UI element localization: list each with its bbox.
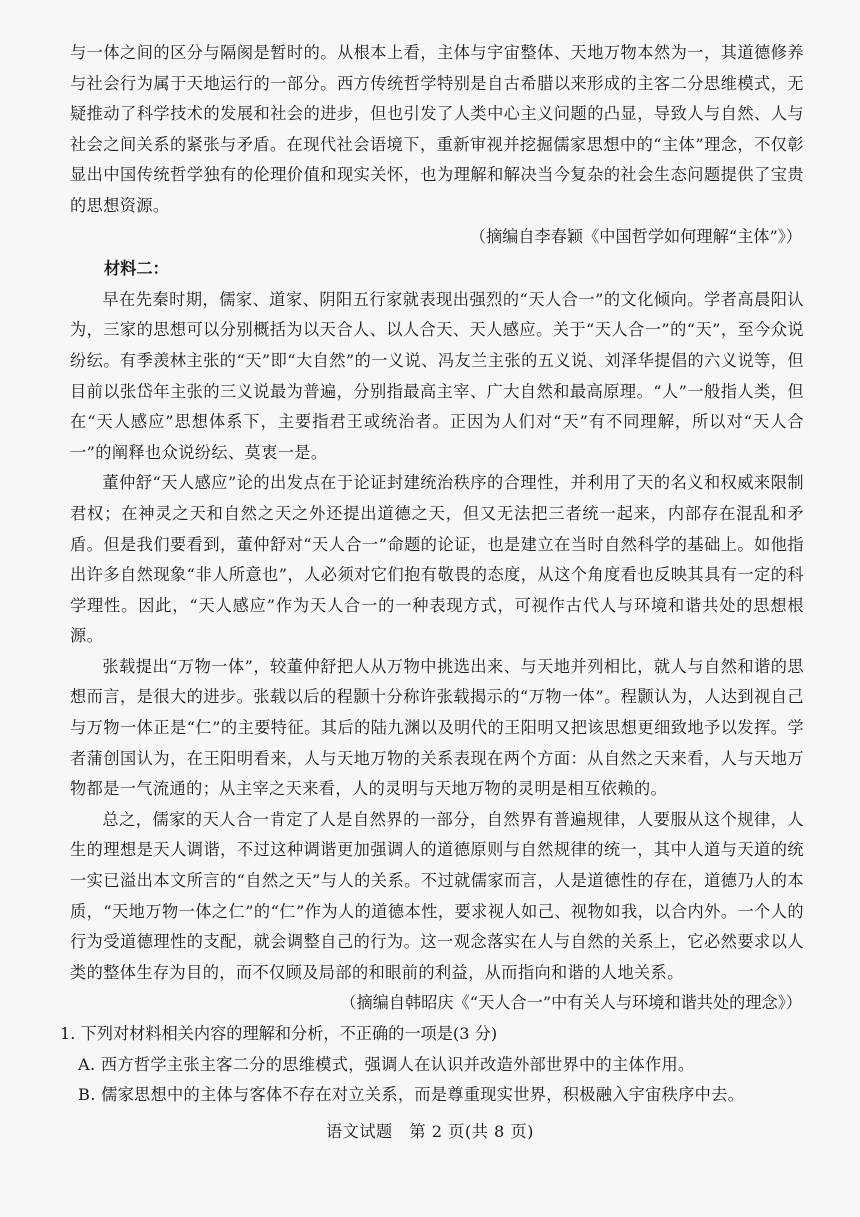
question-1-option-b: B. 儒家思想中的主体与客体不存在对立关系，而是尊重现实世界，积极融入宇宙秩序中去。 <box>78 1085 745 1105</box>
material2-heading: 材料二： <box>104 259 169 279</box>
material2-paragraph-4: 总之，儒家的天人合一肯定了人是自然界的一部分，自然界有普遍规律，人要服从这个规律，人生的理想是天人调谐，不过这种调谐更加强调人的道德原则与自然规律的统一，其中人道与天道的统一实已溢出本文所言的“自然之天”与人的关系。不过就儒家而言，人是道德性的存在，道德乃人的本质，“天地万物一体之仁”的“仁”作为人的道德本性，要求视人如己、视物如我，以合内外。一个人的行为受道德理性的支配，就会调整自己的行为。这一观念落实在人与自然的关系上，它必然要求以人类的整体生存为目的，而不仅顾及局部的和眼前的利益，从而指向和谐的人地关系。 <box>70 809 804 982</box>
material2-paragraph-3: 张载提出“万物一体”，较董仲舒把人从万物中挑选出来、与天地并列相比，就人与自然和谐的思想而言，是很大的进步。张载以后的程颢十分称许张载揭示的“万物一体”。程颢认为，人达到视自己与万物一体正是“仁”的主要特征。其后的陆九渊以及明代的王阳明又把该思想更细致地予以发挥。学者蒲创国认为，在王阳明看来，人与天地万物的关系表现在两个方面：从自然之天来看，人与天地万物都是一气流通的；从主宰之天来看，人的灵明与天地万物的灵明是相互依赖的。 <box>70 656 804 799</box>
material2-paragraph-2: 董仲舒“天人感应”论的出发点在于论证封建统治秩序的合理性，并利用了天的名义和权威来限制君权；在神灵之天和自然之天之外还提出道德之天，但又无法把三者统一起来，内部存在混乱和矛盾。但是我们要看到，董仲舒对“天人合一”命题的论证，也是建立在当时自然科学的基础上。如他指出许多自然现象“非人所意也”，人必须对它们抱有敬畏的态度，从这个角度看也反映其具有一定的科学理性。因此，“天人感应”作为天人合一的一种表现方式，可视作古代人与环境和谐共处的思想根源。 <box>70 473 804 646</box>
page-footer: 语文试题 第 2 页(共 8 页) <box>326 1122 534 1141</box>
question-1-option-a: A. 西方哲学主张主客二分的思维模式，强调人在认识并改造外部世界中的主体作用。 <box>78 1054 695 1074</box>
material2-source: （摘编自韩昭庆《“天人合一”中有关人与环境和谐共处的理念》） <box>340 993 802 1013</box>
material1-tail-paragraph: 与一体之间的区分与隔阂是暂时的。从根本上看，主体与宇宙整体、天地万物本然为一，其道德修养与社会行为属于天地运行的一部分。西方传统哲学特别是自古希腊以来形成的主客二分思维模式，无疑推动了科学技术的发展和社会的进步，但也引发了人类中心主义问题的凸显，导致人与自然、人与社会之间关系的紧张与矛盾。在现代社会语境下，重新审视并挖掘儒家思想中的“主体”理念，不仅彰显出中国传统哲学独有的伦理价值和现实关怀，也为理解和解决当今复杂的社会生态问题提供了宝贵的思想资源。 <box>70 43 804 215</box>
material2-paragraph-1: 早在先秦时期，儒家、道家、阴阳五行家就表现出强烈的“天人合一”的文化倾向。学者高晨阳认为，三家的思想可以分别概括为以天合人、以人合天、天人感应。关于“天人合一”的“天”，至今众说纷纭。有季羡林主张的“天”即“大自然”的一义说、冯友兰主张的五义说、刘泽华提倡的六义说等，但目前以张岱年主张的三义说最为普遍，分别指最高主宰、广大自然和最高原理。“人”一般指人类，但在“天人感应”思想体系下，主要指君王或统治者。正因为人们对“天”有不同理解，所以对“天人合一”的阐释也众说纷纭、莫衷一是。 <box>70 289 804 462</box>
material1-source: （摘编自李春颖《中国哲学如何理解“主体”》） <box>469 226 802 246</box>
question-1-stem: 1. 下列对材料相关内容的理解和分析，不正确的一项是(3 分) <box>60 1024 498 1043</box>
